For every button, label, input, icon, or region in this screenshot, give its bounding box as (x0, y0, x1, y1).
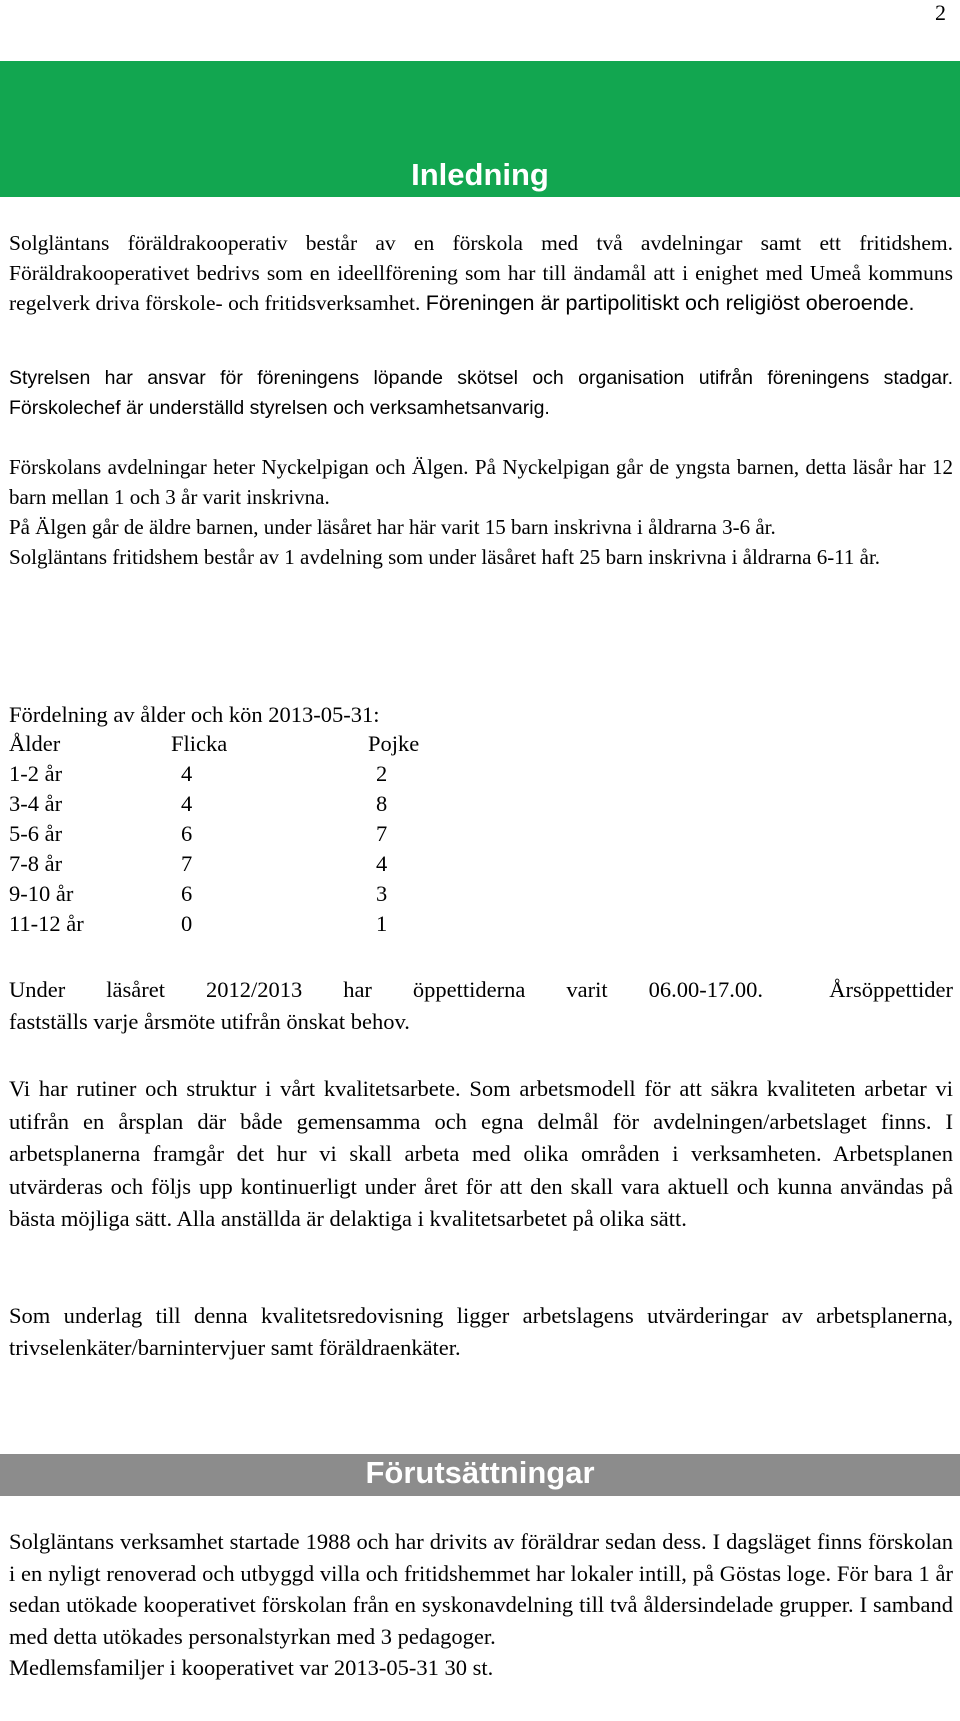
nyckelpigan-text: På Nyckelpigan går de yngsta barnen, detta läsår har 12 barn mellan 1 och 3 år varit inskrivna. (9, 455, 953, 509)
distribution-title (9, 700, 953, 730)
boy-count-cell: 3 (376, 881, 388, 906)
opening-hours-paragraph (9, 974, 953, 1038)
basis-text: Som underlag till denna kvalitetsredovisning ligger arbetslagens utvärderingar av arbetsplanerna, trivselenkäter/barnintervjuer samt föräldraenkäter. (9, 1303, 953, 1360)
section-banner-inledning (0, 61, 960, 197)
quality-text: Vi har rutiner och struktur i vårt kvalitetsarbete. Som arbetsmodell för att säkra kvaliteten arbetar vi utifrån en årsplan där både gemensamma och egna delmål för avdelningen/arbetslaget finns. I arbetsplanerna framgår det hur vi skall arbeta med olika områden i verksamheten. Arbetsplanen utvärderas och följs upp kontinuerligt under året för att den skall vara aktuell och kunna användas på bästa möjliga sätt. Alla anställda är delaktiga i kvalitetsarbetet på olika sätt. (9, 1076, 953, 1231)
girl-count-cell: 7 (181, 851, 193, 876)
prerequisites-text: Solgläntans verksamhet startade 1988 och har drivits av föräldrar sedan dess. I dagsläget finns förskolan i en nyligt renoverad och utbyggd villa och fritidshemmet har lokaler intill, på Göstas loge. För bara 1 år sedan utökade kooperativet förskolan från en syskonavdelning till två åldersindelade grupper. I samband med detta utökades personalstyrkan med 3 pedagoger. (9, 1529, 953, 1649)
distribution-title-text: Fördelning av ålder och kön 2013-05-31: (9, 702, 380, 727)
quality-paragraph (9, 1073, 953, 1236)
section-title-forutsattningar: Förutsättningar (365, 1455, 595, 1490)
fritidshem-text: Solgläntans fritidshem består av 1 avdelning som under läsåret haft 25 barn inskrivna i åldrarna 6-11 år. (9, 545, 881, 569)
board-paragraph (9, 363, 953, 423)
opening-hours-text-line2: fastställs varje årsmöte utifrån önskat behov. (9, 1009, 410, 1034)
departments-text: Förskolans avdelningar heter Nyckelpigan och Älgen. (9, 455, 469, 479)
annual-hours-label: Årsöppettider (829, 977, 953, 1002)
departments-paragraphs (9, 452, 953, 572)
age-cell: 9-10 år (9, 881, 74, 906)
boy-count-cell: 1 (376, 911, 388, 936)
boy-count-cell: 4 (376, 851, 388, 876)
section-title-inledning: Inledning (411, 157, 549, 192)
girl-count-cell: 4 (181, 791, 193, 816)
intro-paragraph (9, 228, 953, 318)
algen-text: På Älgen går de äldre barnen, under läsåret har här varit 15 barn inskrivna i åldrarna 3-6 år. (9, 515, 776, 539)
girl-count-cell: 0 (181, 911, 193, 936)
opening-hours-text: Under läsåret 2012/2013 har öppettiderna varit 06.00-17.00. (9, 977, 763, 1002)
page-number: 2 (935, 0, 946, 25)
boy-count-cell: 8 (376, 791, 388, 816)
members-text: Medlemsfamiljer i kooperativet var 2013-05-31 30 st. (9, 1655, 494, 1680)
boy-count-cell: 7 (376, 821, 388, 846)
section-banner-forutsattningar (0, 1454, 960, 1496)
header-boy: Pojke (368, 731, 420, 756)
age-cell: 3-4 år (9, 791, 63, 816)
board-text: Styrelsen har ansvar för föreningens löpande skötsel och organisation utifrån föreningens stadgar. Förskolechef är underställd styrelsen och verksamhetsanvarig. (9, 367, 953, 419)
girl-count-cell: 6 (181, 881, 193, 906)
basis-paragraph (9, 1300, 953, 1364)
boy-count-cell: 2 (376, 761, 388, 786)
age-cell: 5-6 år (9, 821, 63, 846)
header-age: Ålder (9, 731, 61, 756)
intro-text-independence: Föreningen är partipolitiskt och religiöst oberoende. (425, 291, 915, 315)
age-cell: 11-12 år (9, 911, 84, 936)
intro-text: Solgläntans föräldrakooperativ består av en förskola med två avdelningar samt ett fritidshem. Föräldrakooperativet bedrivs som en ideellförening som har till ändamål att i enighet med Umeå kommuns regelverk driva förskole- och fritidsverksamhet. (9, 231, 953, 315)
girl-count-cell: 6 (181, 821, 193, 846)
girl-count-cell: 4 (181, 761, 193, 786)
prerequisites-paragraph (9, 1526, 953, 1684)
age-cell: 7-8 år (9, 851, 63, 876)
header-girl: Flicka (171, 731, 228, 756)
age-cell: 1-2 år (9, 761, 63, 786)
